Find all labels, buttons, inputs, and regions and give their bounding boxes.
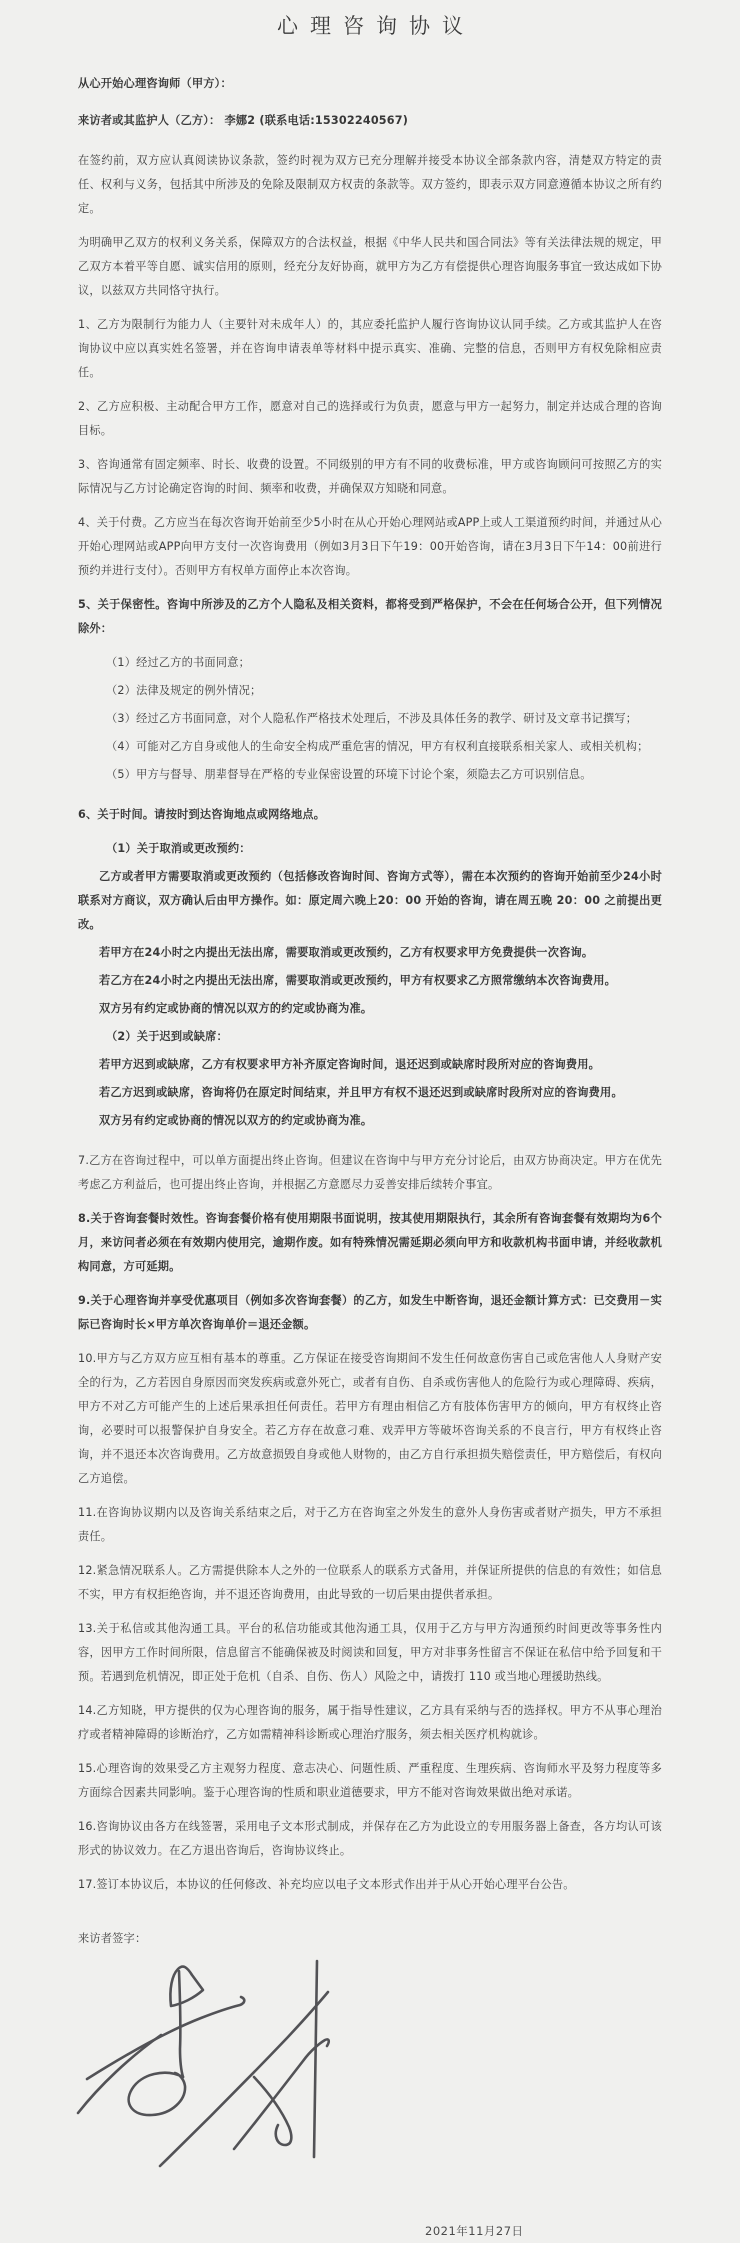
signature-scrawl-icon	[72, 1957, 342, 2173]
clause-6-head: 6、关于时间。请按时到达咨询地点或网络地点。	[78, 808, 326, 821]
clause-14: 14.乙方知晓，甲方提供的仅为心理咨询的服务，属于指导性建议，乙方具有采纳与否的选择权。甲方不从事心理治疗或者精神障碍的诊断治疗，乙方如需精神科诊断或心理治疗服务，须去相关医疗机构就诊。	[78, 1704, 662, 1741]
clause-5-item: （1）经过乙方的书面同意；	[106, 656, 250, 669]
signature-label: 来访者签字：	[78, 1932, 147, 1945]
clause-8: 8.关于咨询套餐时效性。咨询套餐价格有使用期限书面说明，按其使用期限执行，其余所有咨询套餐有效期均为6个月，来访问者必须在有效期内使用完，逾期作废。如有特殊情况需延期必须向甲方和收款机构书面申请，并经收款机构同意，方可延期。	[78, 1212, 662, 1273]
visitor-signature	[72, 1957, 662, 2173]
clause-6-sub1-para: 若乙方在24小时之内提出无法出席，需要取消或更改预约，甲方有权要求乙方照常缴纳本次咨询费用。	[99, 974, 617, 987]
clause-1: 1、乙方为限制行为能力人（主要针对未成年人）的，其应委托监护人履行咨询协议认同手续。乙方或其监护人在咨询协议中应以真实姓名签署，并在咨询申请表单等材料中提示真实、准确、完整的信息，否则甲方有权免除相应责任。	[78, 318, 662, 379]
clause-7: 7.乙方在咨询过程中，可以单方面提出终止咨询。但建议在咨询中与甲方充分讨论后，由双方协商决定。甲方在优先考虑乙方利益后，也可提出终止咨询，并根据乙方意愿尽力妥善安排后续转介事宜。	[78, 1154, 662, 1191]
party-a-line: 从心开始心理咨询师（甲方）：	[78, 77, 232, 90]
clause-6-sub1-para: 若甲方在24小时之内提出无法出席，需要取消或更改预约，乙方有权要求甲方免费提供一次咨询。	[99, 946, 594, 959]
clause-5-item: （3）经过乙方书面同意，对个人隐私作严格技术处理后，不涉及具体任务的教学、研讨及文章书记撰写；	[106, 712, 638, 725]
clause-16: 16.咨询协议由各方在线签署，采用电子文本形式制成，并保存在乙方为此设立的专用服务器上备查，各方均认可该形式的协议效力。在乙方退出咨询后，咨询协议终止。	[78, 1820, 662, 1857]
clause-12: 12.紧急情况联系人。乙方需提供除本人之外的一位联系人的联系方式备用，并保证所提供的信息的有效性；如信息不实，甲方有权拒绝咨询，并不退还咨询费用，由此导致的一切后果由提供者承担。	[78, 1564, 662, 1601]
clause-15: 15.心理咨询的效果受乙方主观努力程度、意志决心、问题性质、严重程度、生理疾病、咨询师水平及努力程度等多方面综合因素共同影响。鉴于心理咨询的性质和职业道德要求，甲方不能对咨询效果做出绝对承诺。	[78, 1762, 662, 1799]
clause-5-item: （2）法律及规定的例外情况；	[106, 684, 262, 697]
clause-6-sub2-para: 双方另有约定或协商的情况以双方的约定或协商为准。	[99, 1114, 373, 1127]
clause-6-sub1-head: （1）关于取消或更改预约：	[106, 842, 251, 855]
clause-17: 17.签订本协议后，本协议的任何修改、补充均应以电子文本形式作出并于从心开始心理平台公告。	[78, 1878, 575, 1891]
clause-6-sub1-para: 乙方或者甲方需要取消或更改预约（包括修改咨询时间、咨询方式等），需在本次预约的咨询开始前至少24小时联系对方商议，双方确认后由甲方操作。如：原定周六晚上20：00 开始的咨询，请在周五晚 20：00 之前提出更改。	[78, 870, 662, 931]
party-b-line: 来访者或其监护人（乙方）： 李娜2 (联系电话:15302240567)	[78, 114, 409, 127]
clause-13: 13.关于私信或其他沟通工具。平台的私信功能或其他沟通工具，仅用于乙方与甲方沟通预约时间更改等事务性内容，因甲方工作时间所限，信息留言不能确保被及时阅读和回复，甲方对非事务性留言不保证在私信中给予回复和干预。若遇到危机情况，即正处于危机（自杀、自伤、伤人）风险之中，请拨打 110 或当地心理援助热线。	[78, 1622, 662, 1683]
clause-6-sub2-head: （2）关于迟到或缺席：	[106, 1030, 228, 1043]
clause-4: 4、关于付费。乙方应当在每次咨询开始前至少5小时在从心开始心理网站或APP上或人工渠道预约时间，并通过从心开始心理网站或APP向甲方支付一次咨询费用（例如3月3日下午19：00开始咨询，请在3月3日下午14：00前进行预约并进行支付）。否则甲方有权单方面停止本次咨询。	[78, 516, 662, 577]
intro-paragraph: 为明确甲乙双方的权利义务关系，保障双方的合法权益，根据《中华人民共和国合同法》等有关法律法规的规定，甲乙双方本着平等自愿、诚实信用的原则，经充分友好协商，就甲方为乙方有偿提供心理咨询服务事宜一致达成如下协议，以兹双方共同恪守执行。	[78, 236, 662, 297]
clause-11: 11.在咨询协议期内以及咨询关系结束之后，对于乙方在咨询室之外发生的意外人身伤害或者财产损失，甲方不承担责任。	[78, 1506, 662, 1543]
clause-9: 9.关于心理咨询并享受优惠项目（例如多次咨询套餐）的乙方，如发生中断咨询，退还金额计算方式：已交费用－实际已咨询时长×甲方单次咨询单价＝退还金额。	[78, 1294, 662, 1331]
clause-3: 3、咨询通常有固定频率、时长、收费的设置。不同级别的甲方有不同的收费标准，甲方或咨询顾问可按照乙方的实际情况与乙方讨论确定咨询的时间、频率和收费，并确保双方知晓和同意。	[78, 458, 662, 495]
clause-6-sub1-para: 双方另有约定或协商的情况以双方的约定或协商为准。	[99, 1002, 373, 1015]
clause-6-sub2-para: 若甲方迟到或缺席，乙方有权要求甲方补齐原定咨询时间，退还迟到或缺席时段所对应的咨询费用。	[99, 1058, 601, 1071]
page-title: 心理咨询协议	[277, 14, 475, 38]
clause-6-sub2-para: 若乙方迟到或缺席，咨询将仍在原定时间结束，并且甲方有权不退还迟到或缺席时段所对应的咨询费用。	[99, 1086, 623, 1099]
clause-10: 10.甲方与乙方双方应互相有基本的尊重。乙方保证在接受咨询期间不发生任何故意伤害自己或危害他人人身财产安全的行为，乙方若因自身原因而突发疾病或意外死亡，或者有自伤、自杀或伤害他人的危险行为或心理障碍、疾病，甲方不对乙方可能产生的上述后果承担任何责任。若甲方有理由相信乙方有肢体伤害甲方的倾向，甲方有权终止咨询，必要时可以报警保护自身安全。若乙方存在故意刁难、戏弄甲方等破坏咨询关系的不良言行，甲方有权终止咨询，并不退还本次咨询费用。乙方故意损毁自身或他人财物的，由乙方自行承担损失赔偿责任，甲方赔偿后，有权向乙方追偿。	[78, 1352, 662, 1485]
intro-paragraph: 在签约前，双方应认真阅读协议条款，签约时视为双方已充分理解并接受本协议全部条款内容，清楚双方特定的责任、权利与义务，包括其中所涉及的免除及限制双方权责的条款等。双方签约，即表示双方同意遵循本协议之所有约定。	[78, 154, 662, 215]
clause-2: 2、乙方应积极、主动配合甲方工作，愿意对自己的选择或行为负责，愿意与甲方一起努力，制定并达成合理的咨询目标。	[78, 400, 662, 437]
clause-5-item: （5）甲方与督导、朋辈督导在严格的专业保密设置的环境下讨论个案，须隐去乙方可识别信息。	[106, 768, 592, 781]
clause-5-head: 5、关于保密性。咨询中所涉及的乙方个人隐私及相关资料，都将受到严格保护，不会在任何场合公开，但下列情况除外：	[78, 598, 662, 635]
signing-date: 2021年11月27日	[425, 2224, 524, 2238]
clause-5-item: （4）可能对乙方自身或他人的生命安全构成严重危害的情况，甲方有权利直接联系相关家人、或相关机构；	[106, 740, 649, 753]
